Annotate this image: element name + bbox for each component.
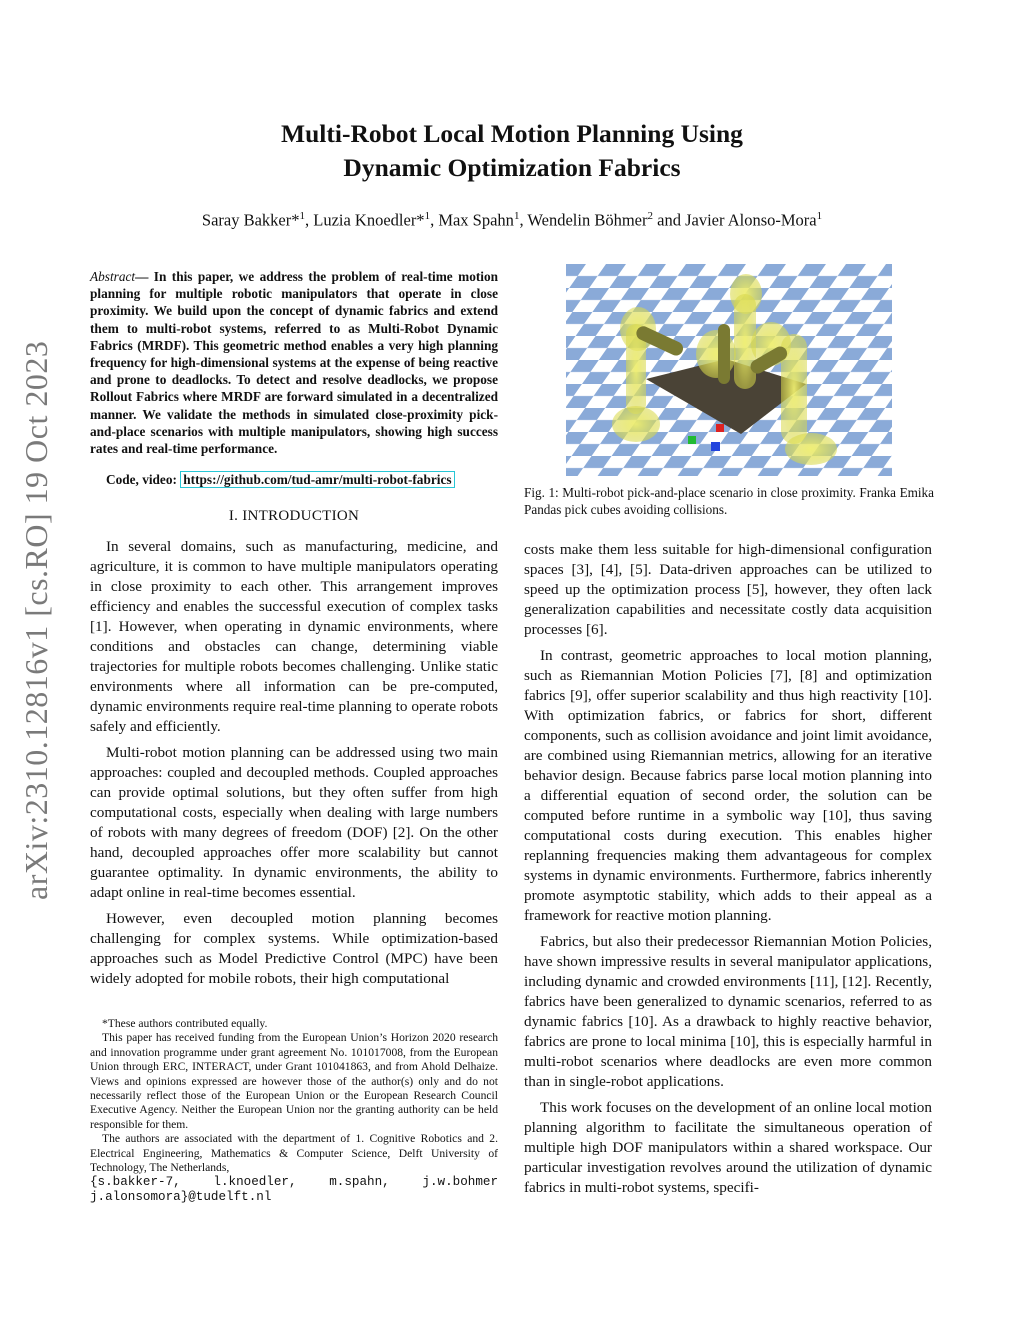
code-label: Code, video: (106, 472, 181, 487)
author-separator: , (304, 210, 314, 230)
robot-scene-illustration (566, 264, 892, 476)
code-video-line (90, 472, 498, 488)
red-cube (716, 424, 724, 432)
paragraph: In several domains, such as manufacturing, medicine, and agriculture, it is common to have multiple manipulators operating in close proximity to each other. This arrangement improves efficiency and enables the successful execution of complex tasks [1]. However, when operating in dynamic environments, where conditions and obstacles can change, determining viable trajectories for multiple robots becomes challenging. Unlike static environments where all information can be pre-computed, dynamic environments require real-time planning to operate robots safely and efficiently. (90, 538, 498, 735)
author-name: Saray Bakker* (201, 210, 300, 230)
paragraph: costs make them less suitable for high-dimensional configuration spaces [3], [4], [5]. Data-driven approaches can be utilized to speed up the optimization process [5], however, they often lack generalization capabilities and necessitate costly data acquisition processes [6]. (524, 541, 932, 638)
title-line-1: Multi-Robot Local Motion Planning Using (281, 119, 743, 148)
title-line-2: Dynamic Optimization Fabrics (343, 153, 681, 182)
abstract (90, 268, 498, 457)
author-name: Max Spahn (438, 210, 514, 230)
section-heading: I. INTRODUCTION (228, 508, 360, 524)
paragraph: Fabrics, but also their predecessor Riemannian Motion Policies, have shown impressive results in several manipulator applications, including dynamic and crowded environments [11], [12]. Recently, fabrics have been generalized to dynamic scenarios, referred to as dynamic fabrics [10]. As a drawback to highly reactive behavior, fabrics are prone to local minima [10], this is especially harmful in multi-robot scenarios where deadlocks are even more common than in single-robot applications. (524, 933, 932, 1090)
author-affiliation: 1 (424, 210, 431, 222)
author-name: Luzia Knoedler* (313, 210, 425, 230)
paragraph: In contrast, geometric approaches to local motion planning, such as Riemannian Motion Policies [7], [8] and optimization fabrics [9], offer superior scalability and thus high reactivity [10]. With optimization fabrics, or fabrics for short, different components, such as collision avoidance and joint limit avoidance, are combined using Riemannian metrics, allowing for an iterative behavior design. Because fabrics parse local motion planning into a differential equation of second order, the solution can be computed before runtime in a symbolic way [10], thus saving computational costs during execution. This enables higher replanning frequencies making them advantageous for complex systems in dynamic environments. Furthermore, fabrics inherently promote asymptotic stability, which adds to their appeal as a framework for reactive motion planning. (524, 647, 932, 924)
arxiv-identifier: arXiv:2310.12816v1 [cs.RO] 19 Oct 2023 (18, 340, 54, 900)
figure-caption-label: Fig. 1: (524, 485, 559, 500)
abstract-text: In this paper, we address the problem of real-time motion planning for multiple robotic manipulators that operate in close proximity. We build upon the concept of dynamic fabrics and extend them to multi-robot systems, referred to as Multi-Robot Dynamic Fabrics (MRDF). This geometric method enables a very high planning frequency for high-dimensional systems at the expense of being reactive and prone to deadlocks. To detect and resolve deadlocks, we propose Rollout Fabrics where MRDF are forward simulated in a decentralized manner. We validate the methods in simulated close-proximity pick-and-place scenarios with multiple manipulators, showing high success rates and real-time performance. (90, 269, 499, 457)
author-affiliation: 1 (816, 210, 823, 222)
author-affiliation: 1 (299, 210, 305, 222)
code-link[interactable]: https://github.com/tud-amr/multi-robot-fabrics (180, 471, 454, 488)
paragraph: Multi-robot motion planning can be addressed using two main approaches: coupled and decoupled methods. Coupled approaches can provide optimal solutions, but they often suffer from high computational costs, especially when dealing with large numbers of robots with many degrees of freedom (DOF) [2]. On the other hand, decoupled approaches offer more scalability but cannot guarantee optimality. In dynamic environments, the ability to adapt online in real-time becomes essential. (90, 744, 498, 901)
figure-caption-text: Multi-robot pick-and-place scenario in close proximity. Franka Emika Pandas pick cubes avoiding collisions. (524, 485, 934, 517)
footnote-emails: {s.bakker-7, l.knoedler, m.spahn, j.w.bohmer j.alonsomora}@tudelft.nl (90, 1175, 498, 1204)
author-conjunction: and (653, 210, 686, 230)
figure-robots-image (566, 264, 892, 476)
left-column-body (90, 537, 498, 995)
footnote: This paper has received funding from the European Union’s Horizon 2020 research and innovation programme under grant agreement No. 101017008, from the European Union through ERC, INTERACT, under Grant 101041863, and from Ahold Delhaize. Views and opinions expressed are however those of the author(s) only and do not necessarily reflect those of the European Union or the European Research Council Executive Agency. Neither the European Union nor the granting authority can be held responsible for them. (90, 1031, 498, 1131)
paragraph: This work focuses on the development of an online local motion planning algorithm to facilitate the simultaneous operation of multiple high DOF manipulators within a shared workspace. Our particular investigation revolves around the utilization of dynamic fabrics in multi-robot systems, specifi- (524, 1099, 932, 1196)
paper-title (120, 117, 904, 185)
paragraph: However, even decoupled motion planning becomes challenging for complex systems. While optimization-based approaches such as Model Predictive Control (MPC) have been widely adopted for mobile robots, their high computational (90, 910, 498, 987)
author-name: Javier Alonso-Mora (685, 210, 817, 230)
green-cube (688, 436, 696, 444)
abstract-dash: — (135, 269, 154, 284)
footnote: The authors are associated with the department of 1. Cognitive Robotics and 2. Electrical Engineering, Mathematics & Computer Science, Delft University of Technology, The Netherlands, (90, 1132, 498, 1175)
author-separator: , (519, 210, 528, 230)
author-list (60, 210, 964, 231)
footnotes (90, 1017, 498, 1204)
author-separator: , (430, 210, 439, 230)
blue-cube (711, 442, 720, 451)
author-affiliation: 2 (647, 210, 653, 222)
figure-caption (524, 484, 934, 518)
abstract-label: Abstract (90, 269, 136, 284)
right-column-body (524, 540, 932, 1204)
footnote: *These authors contributed equally. (102, 1017, 268, 1030)
author-affiliation: 1 (513, 210, 520, 222)
author-name: Wendelin Böhmer (527, 210, 648, 230)
